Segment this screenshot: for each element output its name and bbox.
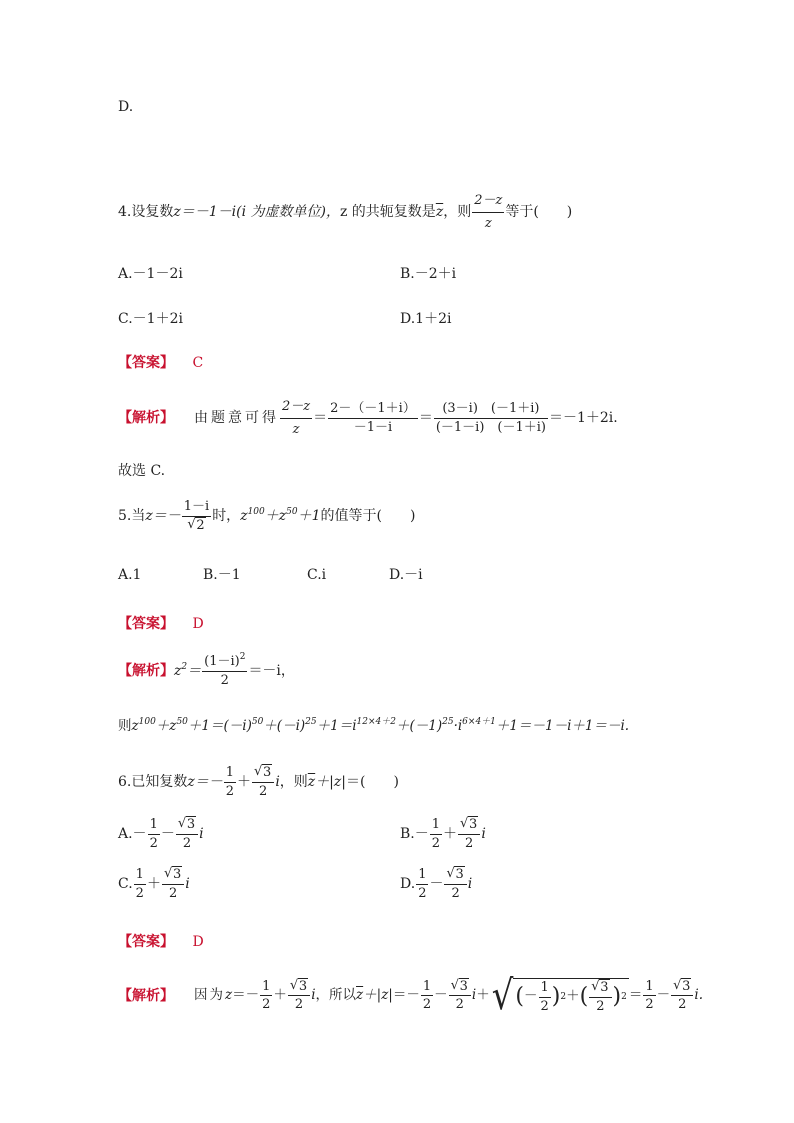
q6-answer-value: D — [192, 934, 204, 950]
q4-analysis-prefix: 由题意可得 — [194, 410, 279, 427]
q5-frac-num: 1－i — [182, 500, 211, 517]
q6-option-a-label: A.－ — [118, 826, 147, 843]
q4-tail: 等于( ) — [505, 204, 573, 221]
q4-f1-num: 2－z — [280, 396, 312, 419]
q6-option-c-label: C. — [118, 876, 133, 893]
q5-a2-prefix: 则 — [118, 718, 132, 734]
q6-analysis-label: 【解析】 — [118, 987, 174, 1004]
q5-option-a: A.1 — [118, 567, 142, 583]
q4-option-c: C.－1＋2i — [118, 311, 183, 327]
q5-a1-lhs: $z^2=$ — [174, 662, 202, 680]
q5-analysis-2 — [118, 717, 630, 734]
q6-option-b: B.－ $\frac{1}{2}$ ＋ √ $\frac{3}{2}$ i — [400, 818, 486, 850]
q4-analysis-frac-2 — [328, 402, 418, 434]
q6-analysis: 【解析】 因为 z ＝－ $\frac{1}{2}$ ＋ √ $\frac{3}{2}$ i ， 所以 $\overline{z}+|z|$ ＝－ $\frac{1}{2}$ － √ $\frac{3}{2}$ i ＋ √ ( － $\frac{1}{2}$ ) 2 ＋ ( √ $\frac{3}{2}$ ) 2 ＝ $\frac{1}{2}$ － √ $\frac{3}{2}$ i. — [118, 978, 703, 1013]
q6-analysis-prefix: 因为 — [194, 986, 225, 1003]
q6-option-d: D. $\frac{1}{2}$ － √ $\frac{3}{2}$ i — [400, 868, 472, 900]
q5-analysis-1 — [118, 652, 295, 688]
q4-stem-frac-den: z — [484, 215, 492, 231]
q6-eq: ＝ — [628, 986, 643, 1003]
q5-stem — [118, 500, 415, 532]
q4-eq-2: ＝ — [418, 410, 433, 427]
q4-option-a: A.－1－2i — [118, 266, 183, 282]
q4-f2-den: －1－i — [353, 419, 393, 435]
q4-z-eq: z＝－1－i(i 为虚数单位)， — [173, 204, 340, 221]
q4-result: ＝－1＋2i. — [548, 410, 618, 427]
q5-a1-num: $(1-i)^2$ — [202, 655, 247, 672]
q4-f3-num: (3－i) (－1＋i) — [434, 402, 548, 419]
q4-stem — [118, 190, 572, 234]
q4-option-b: B.－2＋i — [400, 266, 457, 282]
q6-stem: 6.已知复数 z＝－ $\frac{1}{2}$ ＋ √ $\frac{3}{2}$ i ，则 $\overline{z}+|z|$ ＝( ) — [118, 766, 399, 798]
q6-tail-mid: ，则 — [279, 774, 308, 791]
q5-a2-math: $z^{100}+z^{50}+1=(-i)^{50}+(-i)^{25}+1=i^{12\times 4+2}+(-1)^{25}\cdot i^{6\times 4+1}+1=-1-i+1=-i$. — [131, 717, 630, 734]
q4-f3-den: (－1－i) (－1＋i) — [435, 419, 546, 435]
q5-expr: $z^{100}+z^{50}+1$ — [240, 507, 321, 525]
q4-zbar: $\overline{z}$ — [435, 204, 444, 221]
q6-frac-root3: √ $\frac{3}{2}$ — [252, 766, 274, 798]
q4-option-d: D.1＋2i — [400, 311, 452, 327]
q5-stem-prefix: 5.当 — [118, 508, 146, 525]
q6-so: 所以 — [329, 986, 357, 1003]
q5-frac-den: 2 — [196, 517, 205, 533]
q6-tail: ＝( ) — [346, 774, 399, 791]
q4-conj-text: z 的共轭复数是 — [339, 204, 436, 221]
q5-stem-mid: 时， — [212, 508, 241, 525]
q6-stem-prefix: 6.已知复数 — [118, 774, 188, 791]
q6-option-b-label: B.－ — [400, 826, 429, 843]
q4-conclusion: 故选 C. — [118, 463, 166, 479]
q5-a1-den: 2 — [220, 672, 229, 688]
q5-a1-fraction — [202, 652, 247, 688]
q5-answer-value: D — [192, 616, 204, 632]
q5-analysis-label: 【解析】 — [118, 663, 174, 680]
q6-modulus-sqrt: √ ( － $\frac{1}{2}$ ) 2 ＋ ( √ $\frac{3}{2}$ ) 2 — [492, 978, 629, 1013]
q6-option-a: A.－ $\frac{1}{2}$ － √ $\frac{3}{2}$ i — [118, 818, 204, 850]
q4-analysis-frac-1 — [280, 396, 312, 440]
q5-answer-row — [118, 617, 204, 631]
q4-analysis-frac-3 — [434, 402, 548, 434]
q6-option-c: C. $\frac{1}{2}$ ＋ √ $\frac{3}{2}$ i — [118, 868, 190, 900]
q5-stem-fraction — [182, 500, 211, 532]
q4-then: ，则 — [443, 204, 472, 221]
q5-option-d: D.－i — [389, 567, 423, 583]
prev-option-d: D. — [118, 99, 134, 115]
q6-answer-row — [118, 935, 204, 949]
q4-eq-1: ＝ — [313, 410, 328, 427]
q6-answer-label: 【答案】 — [118, 934, 174, 950]
q5-tail: 的值等于( ) — [320, 508, 416, 525]
q4-stem-frac-num: 2－z — [472, 190, 504, 213]
q4-stem-fraction — [472, 190, 504, 234]
q5-z-eq: z＝－ — [145, 508, 181, 525]
q4-answer-value: C — [192, 355, 204, 371]
q4-stem-prefix: 4.设复数 — [118, 204, 174, 221]
q4-f2-num: 2－（－1＋i） — [328, 402, 418, 419]
q4-answer-label: 【答案】 — [118, 355, 174, 371]
q5-answer-label: 【答案】 — [118, 616, 174, 632]
q5-option-b: B.－1 — [203, 567, 241, 583]
q6-option-d-label: D. — [400, 876, 416, 893]
q5-option-c: C.i — [307, 567, 327, 583]
q5-a1-rhs: ＝－i， — [248, 663, 295, 680]
q4-analysis-label: 【解析】 — [118, 410, 174, 427]
q6-frac-half: $\frac{1}{2}$ — [225, 765, 235, 799]
q4-analysis — [118, 396, 618, 440]
q4-answer-row — [118, 356, 203, 370]
q4-f1-den: z — [292, 421, 300, 437]
q6-expr: $\overline{z}+|z|$ — [307, 774, 346, 791]
q6-z-eq: z＝－ — [187, 774, 223, 791]
